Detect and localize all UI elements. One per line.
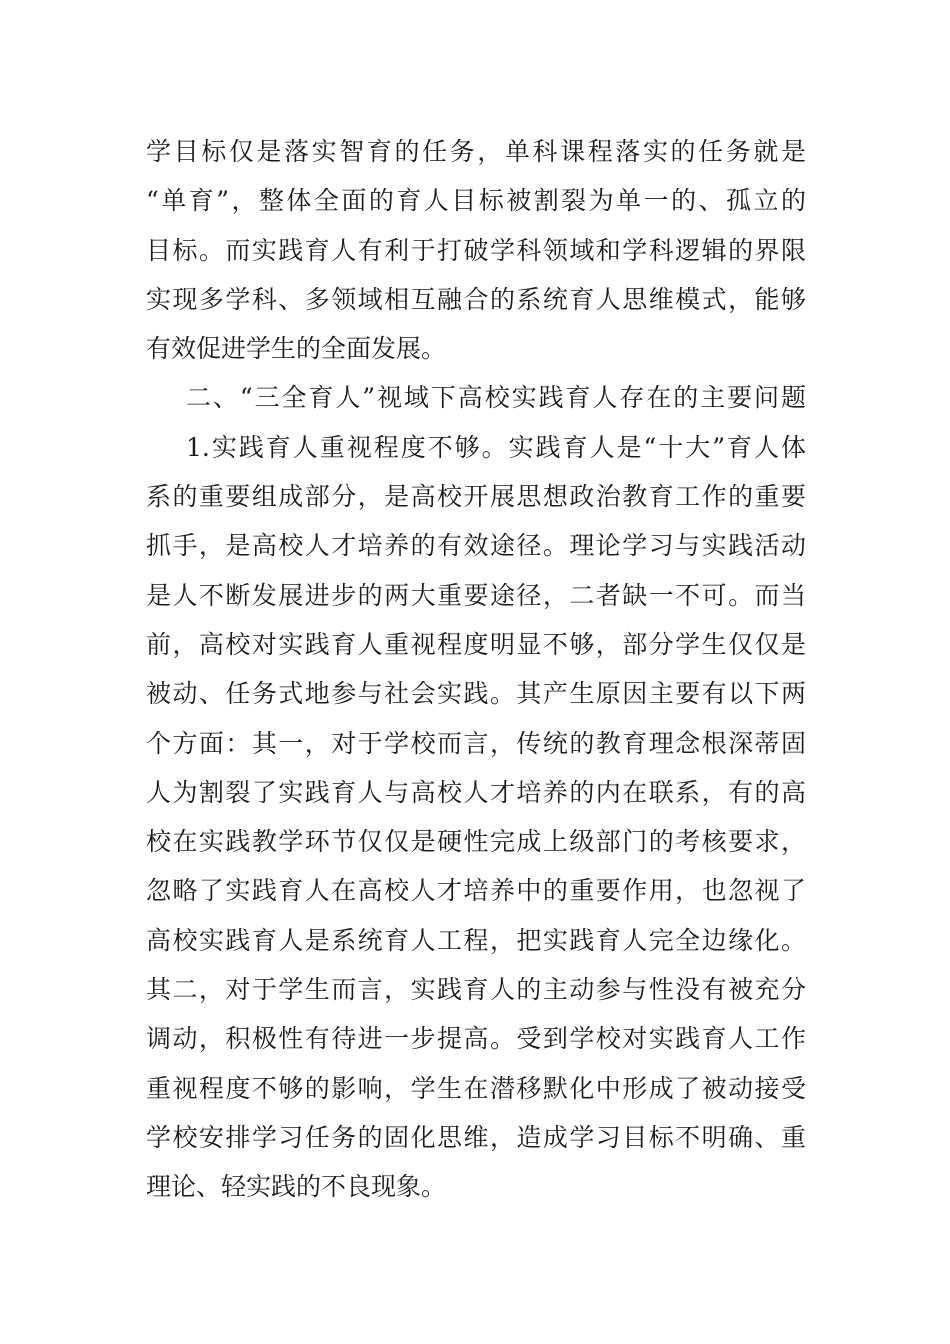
body-text xyxy=(146,127,806,1212)
text-line-14: 人为割裂了实践育人与高校人才培养的内在联系，有的高 xyxy=(146,777,806,807)
text-line-20: 重视程度不够的影响，学生在潜移默化中形成了被动接受 xyxy=(146,1073,806,1103)
text-line-22: 理论、轻实践的不良现象。 xyxy=(146,1172,447,1202)
text-line-7: 1.实践育人重视程度不够。实践育人是“十大”育人体 xyxy=(186,432,806,462)
text-line-2: “单育”，整体全面的育人目标被割裂为单一的、孤立的 xyxy=(146,186,806,216)
text-line-11: 前，高校对实践育人重视程度明显不够，部分学生仅仅是 xyxy=(146,629,806,659)
text-line-18: 其二，对于学生而言，实践育人的主动参与性没有被充分 xyxy=(146,975,806,1005)
text-line-4: 实现多学科、多领域相互融合的系统育人思维模式，能够 xyxy=(146,284,806,314)
text-line-1: 学目标仅是落实智育的任务，单科课程落实的任务就是 xyxy=(146,137,806,166)
text-line-16: 忽略了实践育人在高校人才培养中的重要作用，也忽视了 xyxy=(146,876,806,906)
section-heading: 二、“三全育人”视域下高校实践育人存在的主要问题 xyxy=(186,383,806,413)
text-line-12: 被动、任务式地参与社会实践。其产生原因主要有以下两 xyxy=(146,679,806,709)
text-line-17: 高校实践育人是系统育人工程，把实践育人完全边缘化。 xyxy=(146,925,806,955)
text-line-15: 校在实践教学环节仅仅是硬性完成上级部门的考核要求， xyxy=(146,827,806,857)
text-line-13: 个方面：其一，对于学校而言，传统的教育理念根深蒂固 xyxy=(146,728,806,758)
text-line-8: 系的重要组成部分，是高校开展思想政治教育工作的重要 xyxy=(146,482,806,512)
text-line-5: 有效促进学生的全面发展。 xyxy=(146,334,447,364)
text-line-10: 是人不断发展进步的两大重要途径，二者缺一不可。而当 xyxy=(146,580,806,610)
text-line-3: 目标。而实践育人有利于打破学科领域和学科逻辑的界限 xyxy=(146,235,806,265)
text-line-9: 抓手，是高校人才培养的有效途径。理论学习与实践活动 xyxy=(146,531,806,561)
text-line-21: 学校安排学习任务的固化思维，造成学习目标不明确、重 xyxy=(146,1122,806,1152)
text-line-19: 调动，积极性有待进一步提高。受到学校对实践育人工作 xyxy=(146,1024,806,1054)
